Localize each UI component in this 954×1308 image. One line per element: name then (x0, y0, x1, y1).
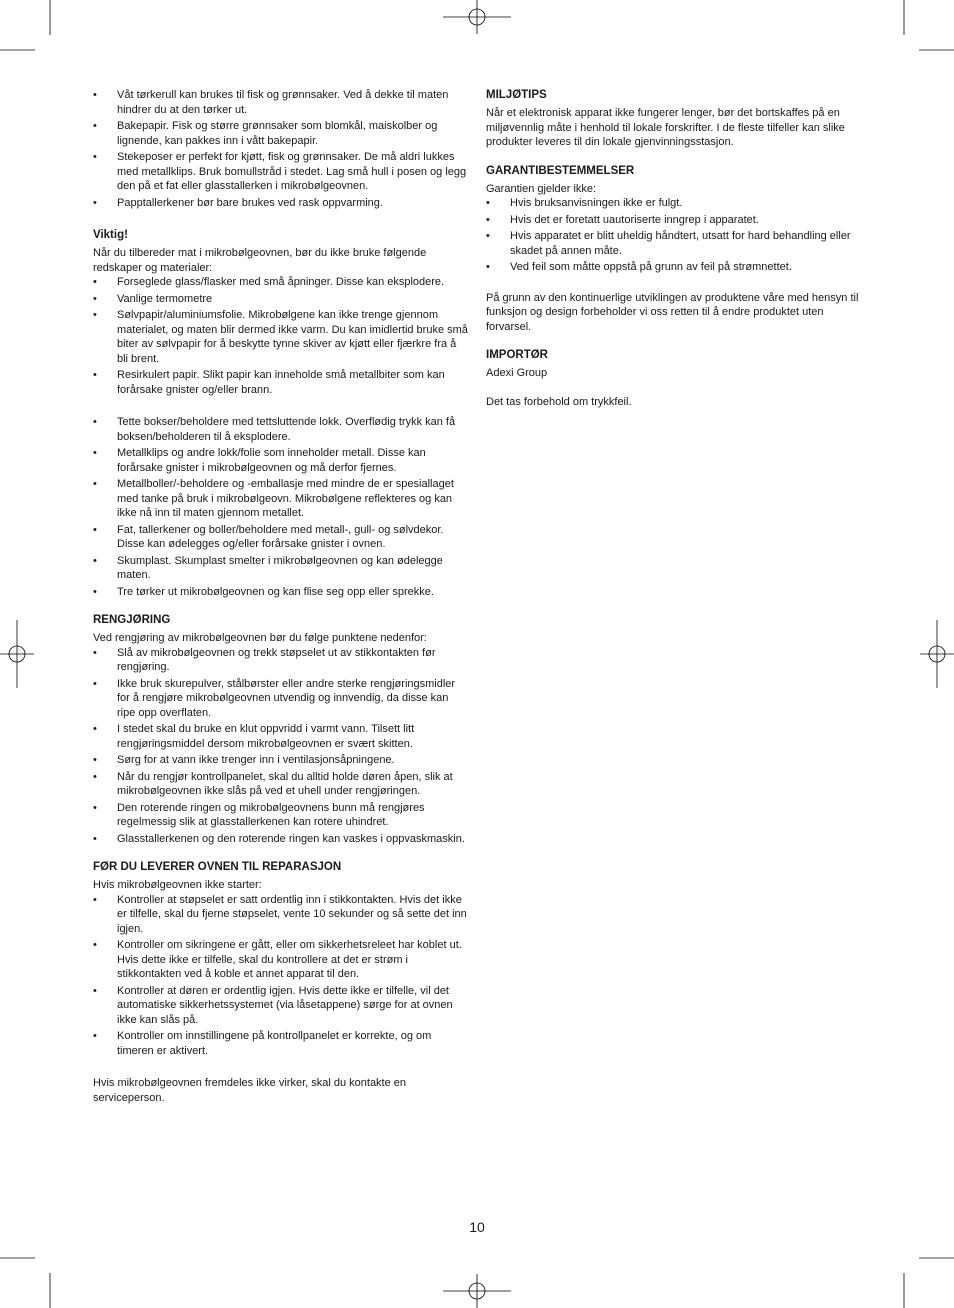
list-item: • Sørg for at vann ikke trenger inn i ventilasjonsåpningene. (93, 753, 468, 768)
list-item: • Ved feil som måtte oppstå på grunn av feil på strømnettet. (486, 260, 866, 275)
list-item: • Hvis apparatet er blitt uheldig håndtert, utsatt for hard behandling eller skadet på annen måte. (486, 229, 866, 258)
list-item: • Glasstallerkenen og den roterende ringen kan vaskes i oppvaskmaskin. (93, 832, 468, 847)
section-importor (486, 348, 866, 409)
section-heading: Viktig! (93, 229, 128, 241)
section-heading: MILJØTIPS (486, 89, 547, 101)
list-item: • Kontroller om innstillingene på kontrollpanelet er korrekte, og om timeren er aktivert. (93, 1029, 468, 1058)
warranty-list (486, 196, 866, 275)
section-intro: Garantien gjelder ikke: (486, 182, 597, 195)
section-rengjoring (93, 613, 468, 846)
importer-name: Adexi Group (486, 367, 548, 379)
list-item: • Skumplast. Skumplast smelter i mikrobølgeovnen og kan ødelegge maten. (93, 554, 468, 583)
list-item: • Papptallerkener bør bare brukes ved rask oppvarming. (93, 196, 468, 211)
page-number: 10 (469, 1219, 485, 1235)
list-item: • I stedet skal du bruke en klut oppvridd i varmt vann. Tilsett litt rengjøringsmiddel dersom mikrobølgeovnen er svært skitten. (93, 722, 468, 751)
list-item: • Ikke bruk skurepulver, stålbørster eller andre sterke rengjøringsmidler for å rengjøre mikrobølgeovnen utvendig og innvendig, da disse kan ripe opp overflaten. (93, 677, 468, 721)
section-intro: Når du tilbereder mat i mikrobølgeovnen, bør du ikke bruke følgende redskaper og materialer: (93, 247, 427, 274)
list-item: • Den roterende ringen og mikrobølgeovnens bunn må rengjøres regelmessig slik at glasstallerkenen kan rotere uhindret. (93, 801, 468, 830)
cleaning-list (93, 646, 468, 847)
section-miljotips (486, 88, 866, 150)
section-intro: Hvis mikrobølgeovnen ikke starter: (93, 879, 262, 891)
intro-list (93, 88, 468, 210)
print-note: Det tas forbehold om trykkfeil. (486, 395, 632, 408)
section-text: Når et elektronisk apparat ikke fungerer lenger, bør det bortskaffes på en miljøvennlig måte i henhold til lokale forskrifter. I de fleste tilfeller kan slike produkter leveres til din lokale gjenvinningsstasjon. (486, 107, 845, 148)
section-viktig (93, 228, 468, 599)
list-item: • Når du rengjør kontrollpanelet, skal du alltid holde døren åpen, slik at mikrobølgeovnen ikke slås på ved et uhell under rengjøringen. (93, 770, 468, 799)
list-item: • Forseglede glass/flasker med små åpninger. Disse kan eksplodere. (93, 275, 468, 290)
list-item: • Hvis bruksanvisningen ikke er fulgt. (486, 196, 866, 211)
list-item: • Sølvpapir/aluminiumsfolie. Mikrobølgene kan ikke trenge gjennom materialet, og maten blir dermed ikke varm. Du kan imidlertid bruke små biter av sølvpapir for å beskytte tynne skiver av kjøtt eller fjærkre fra å bli brent. (93, 308, 468, 366)
list-item: • Vanlige termometre (93, 292, 468, 307)
list-item: • Bakepapir. Fisk og større grønnsaker som blomkål, maiskolber og lignende, kan pakkes inn i vått bakepapir. (93, 119, 468, 148)
list-item: • Resirkulert papir. Slikt papir kan inneholde små metallbiter som kan forårsake gnister og/eller brann. (93, 368, 468, 397)
list-item: • Stekeposer er perfekt for kjøtt, fisk og grønnsaker. De må aldri lukkes med metallklips. Bruk bomullstråd i stedet. Lag små hull i posen og legg den på et fat eller glasstallerken i mikrobølgeovnen. (93, 150, 468, 194)
left-column (93, 88, 468, 1105)
list-item: • Tette bokser/beholdere med tettsluttende lokk. Overflødig trykk kan få boksen/beholderen til å eksplodere. (93, 415, 468, 444)
avoid-list-b (93, 415, 468, 599)
avoid-list-a (93, 275, 468, 397)
section-heading: FØR DU LEVERER OVNEN TIL REPARASJON (93, 861, 342, 873)
section-intro: Ved rengjøring av mikrobølgeovnen bør du følge punktene nedenfor: (93, 632, 427, 644)
section-outro: Hvis mikrobølgeovnen fremdeles ikke virker, skal du kontakte en serviceperson. (93, 1077, 407, 1104)
section-heading: RENGJØRING (93, 614, 171, 626)
section-heading: IMPORTØR (486, 349, 548, 361)
list-item: • Metallboller/-beholdere og -emballasje med mindre de er spesiallaget med tanke på bruk i mikrobølgeovn. Mikrobølgene reflekteres og kan ikke nå inn til maten gjennom metallet. (93, 477, 468, 521)
section-reparasjon (93, 860, 468, 1105)
repair-list (93, 893, 468, 1059)
list-item: • Hvis det er foretatt uautoriserte inngrep i apparatet. (486, 213, 866, 228)
list-item: • Tre tørker ut mikrobølgeovnen og kan flise seg opp eller sprekke. (93, 585, 468, 600)
section-heading: GARANTIBESTEMMELSER (486, 164, 635, 177)
list-item: • Fat, tallerkener og boller/beholdere med metall-, gull- og sølvdekor. Disse kan ødelegges og/eller forårsake gnister i ovnen. (93, 523, 468, 552)
list-item: • Kontroller at støpselet er satt ordentlig inn i stikkontakten. Hvis det ikke er tilfelle, skal du fjerne støpselet, vente 10 sekunder og så sette det inn igjen. (93, 893, 468, 937)
warranty-note: På grunn av den kontinuerlige utviklingen av produktene våre med hensyn til funksjon og design forbeholder vi oss retten til å endre produktet uten forvarsel. (486, 291, 859, 333)
list-item: • Slå av mikrobølgeovnen og trekk støpselet ut av stikkontakten før rengjøring. (93, 646, 468, 675)
list-item: • Metallklips og andre lokk/folie som inneholder metall. Disse kan forårsake gnister i mikrobølgeovnen og må derfor fjernes. (93, 446, 468, 475)
list-item: • Kontroller om sikringene er gått, eller om sikkerhetsreleet har koblet ut. Hvis dette ikke er tilfelle, skal du kontrollere at det er strøm i stikkontakten ved å koble et annet apparat til den. (93, 938, 468, 982)
list-item: • Kontroller at døren er ordentlig igjen. Hvis dette ikke er tilfelle, vil det automatiske sikkerhetssystemet (via låsetappene) sørge for at ovnen ikke kan slås på. (93, 984, 468, 1028)
list-item: • Våt tørkerull kan brukes til fisk og grønnsaker. Ved å dekke til maten hindrer du at den tørker ut. (93, 88, 468, 117)
section-garanti (486, 164, 866, 335)
right-column (486, 88, 866, 409)
